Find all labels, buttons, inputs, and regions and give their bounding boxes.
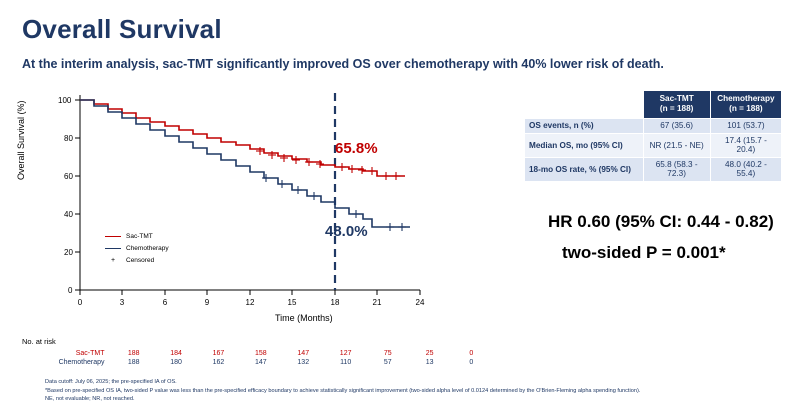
svg-text:21: 21 xyxy=(372,298,382,307)
cell-18mo-rate-chemo: 48.0 (40.2 - 55.4) xyxy=(710,157,781,181)
annotation-chemo-rate: 48.0% xyxy=(325,223,368,240)
risk-cell: 110 xyxy=(340,359,352,366)
legend-label-censored: Censored xyxy=(126,257,155,264)
svg-text:20: 20 xyxy=(64,248,73,257)
table-row xyxy=(22,358,492,367)
svg-text:6: 6 xyxy=(162,298,168,307)
svg-text:3: 3 xyxy=(119,298,125,307)
row-label-18mo-rate: 18-mo OS rate, % (95% CI) xyxy=(525,157,644,181)
footnote-2: *Based on pre-specified OS IA, two-sided P value was less than the pre-specified efficacy boundary to achieve statistically significant improvement (two-sided alpha level of 0.0124 determined by the O'Brien-Fleming alpha spending function). xyxy=(45,387,641,394)
svg-text:12: 12 xyxy=(245,298,255,307)
risk-cell: 0 xyxy=(469,359,474,366)
header-sac-tmt-label: Sac-TMT xyxy=(659,94,694,103)
risk-cell: 158 xyxy=(255,350,267,357)
footnote-1: Data cutoff: July 06, 2025; the pre-specified IA of OS. xyxy=(45,379,177,385)
statistics-table xyxy=(524,90,782,182)
survival-chart xyxy=(16,85,490,325)
chart-legend xyxy=(105,233,169,269)
risk-cell: 188 xyxy=(127,359,140,366)
p-value-text: two-sided P = 0.001* xyxy=(562,243,726,262)
svg-text:0: 0 xyxy=(77,298,83,307)
svg-text:0: 0 xyxy=(68,286,73,295)
svg-text:15: 15 xyxy=(287,298,297,307)
header-chemotherapy-n: (n = 188) xyxy=(729,104,763,114)
risk-cell: 162 xyxy=(212,359,225,366)
header-chemotherapy xyxy=(710,91,781,119)
hazard-ratio-text: HR 0.60 (95% CI: 0.44 - 0.82) xyxy=(548,212,774,231)
risk-cell: 127 xyxy=(339,350,352,357)
risk-cell: 167 xyxy=(212,350,225,357)
subtitle: At the interim analysis, sac-TMT significantly improved OS over chemotherapy with 40% lower risk of death. xyxy=(22,57,664,71)
kaplan-meier-plot xyxy=(20,85,490,315)
svg-text:24: 24 xyxy=(415,298,425,307)
footnote-3: NE, not evaluable; NR, not reached. xyxy=(45,396,135,403)
table-row xyxy=(525,133,782,157)
table-row xyxy=(525,157,782,181)
legend-swatch-chemotherapy xyxy=(105,248,121,250)
header-chemotherapy-label: Chemotherapy xyxy=(717,94,775,103)
row-label-os-events: OS events, n (%) xyxy=(525,118,644,133)
risk-cell: 147 xyxy=(255,359,267,366)
risk-cell: 57 xyxy=(383,359,392,366)
header-sac-tmt xyxy=(643,91,710,119)
cell-18mo-rate-sac: 65.8 (58.3 - 72.3) xyxy=(643,157,710,181)
page-title: Overall Survival xyxy=(22,14,222,44)
header-sac-tmt-n: (n = 188) xyxy=(659,104,694,114)
risk-cell: 13 xyxy=(425,359,434,366)
legend-label-sac-tmt: Sac-TMT xyxy=(126,233,153,240)
legend-item-chemotherapy xyxy=(105,245,169,252)
row-label-median-os: Median OS, mo (95% CI) xyxy=(525,133,644,157)
number-at-risk-table xyxy=(22,337,522,367)
table-header-row xyxy=(525,91,782,119)
table-row xyxy=(22,349,492,358)
svg-text:100: 100 xyxy=(58,96,72,105)
cell-os-events-chemo: 101 (53.7) xyxy=(710,118,781,133)
risk-row-label-chemotherapy: Chemotherapy xyxy=(58,359,105,366)
risk-cell: 147 xyxy=(297,350,310,357)
footnotes xyxy=(45,378,775,404)
legend-item-censored xyxy=(105,257,169,264)
risk-cell: 25 xyxy=(425,350,434,357)
risk-cell: 184 xyxy=(170,350,182,357)
number-at-risk-header: No. at risk xyxy=(22,337,56,346)
svg-text:9: 9 xyxy=(204,298,210,307)
y-axis-label: Overall Survival (%) xyxy=(16,100,26,180)
legend-label-chemotherapy: Chemotherapy xyxy=(126,245,169,252)
cell-os-events-sac: 67 (35.6) xyxy=(643,118,710,133)
legend-swatch-sac-tmt xyxy=(105,236,121,238)
cell-median-os-sac: NR (21.5 - NE) xyxy=(643,133,710,157)
plus-icon: + xyxy=(110,257,116,264)
svg-text:80: 80 xyxy=(64,134,73,143)
svg-text:40: 40 xyxy=(64,210,73,219)
cell-median-os-chemo: 17.4 (15.7 - 20.4) xyxy=(710,133,781,157)
risk-cell: 75 xyxy=(383,350,392,357)
x-axis-label: Time (Months) xyxy=(275,313,333,323)
empty-header xyxy=(525,91,644,119)
table-row xyxy=(525,118,782,133)
legend-item-sac-tmt xyxy=(105,233,169,240)
risk-row-label-sac-tmt: Sac-TMT xyxy=(75,350,105,357)
annotation-sac-tmt-rate: 65.8% xyxy=(335,140,378,157)
svg-text:18: 18 xyxy=(330,298,340,307)
risk-cell: 188 xyxy=(127,350,140,357)
svg-text:60: 60 xyxy=(64,172,73,181)
risk-cell: 0 xyxy=(469,350,474,357)
risk-cell: 132 xyxy=(297,359,310,366)
risk-cell: 180 xyxy=(170,359,182,366)
